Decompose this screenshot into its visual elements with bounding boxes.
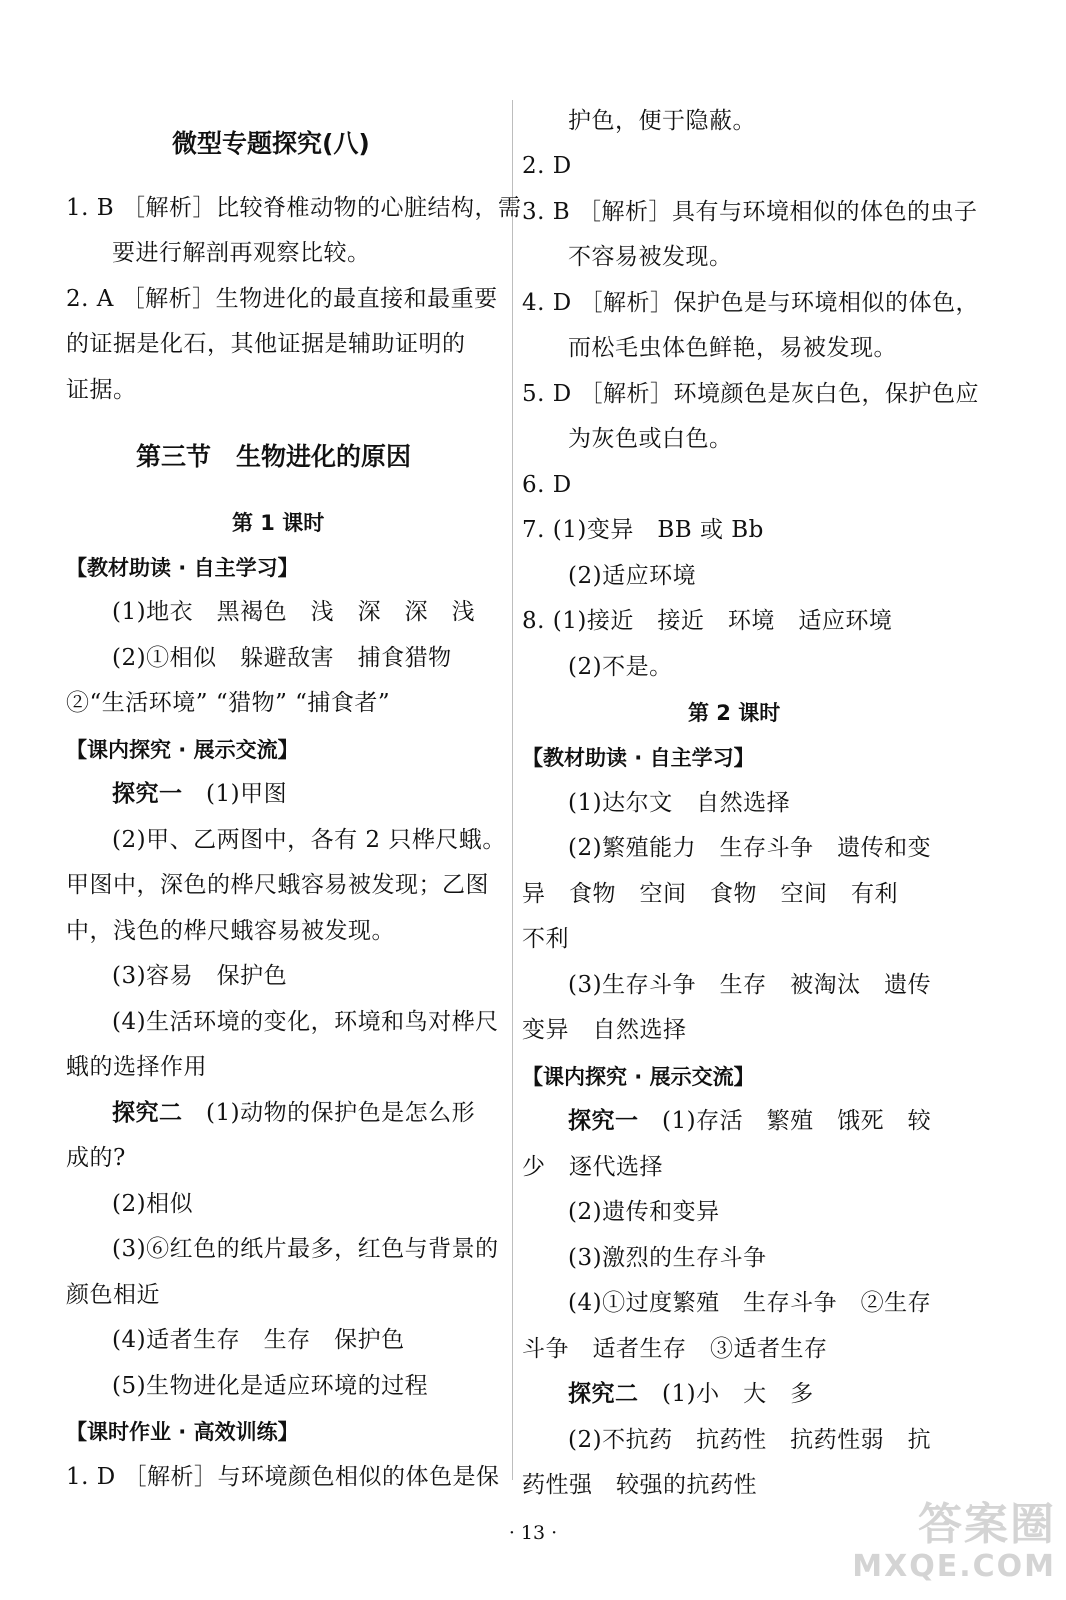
answer-line: 2. A ［解析］生物进化的最直接和最重要 <box>66 286 498 312</box>
answer-line: 异 食物 空间 食物 空间 有利 <box>522 881 898 907</box>
answer-line: 中，浅色的桦尺蛾容易被发现。 <box>66 918 395 944</box>
answer-line: (1)地衣 黑褐色 浅 深 深 浅 <box>112 599 476 625</box>
block-title: 【课内探究 · 展示交流】 <box>522 1065 755 1089</box>
answer-line <box>66 779 287 809</box>
answer-line: (3)⑥红色的纸片最多，红色与背景的 <box>112 1236 499 1262</box>
answer-line: 2. D <box>522 153 572 179</box>
answer-line: (3)激烈的生存斗争 <box>568 1245 767 1271</box>
answer-line: 3. B ［解析］具有与环境相似的体色的虫子 <box>522 199 978 225</box>
answer-line: 的证据是化石，其他证据是辅助证明的 <box>66 331 466 357</box>
watermark-line: 答案圈 <box>918 1499 1056 1550</box>
answer-line: (2)不抗药 抗药性 抗药性弱 抗 <box>568 1427 932 1453</box>
answer-line: 不利 <box>522 926 569 952</box>
answer-line: (2)适应环境 <box>568 563 697 589</box>
answer-line: (2)①相似 躲避敌害 捕食猎物 <box>112 645 452 671</box>
answer-text: (1)甲图 <box>206 781 288 807</box>
answer-line: (2)甲、乙两图中，各有 2 只桦尺蛾。 <box>112 827 506 853</box>
answer-line: 5. D ［解析］环境颜色是灰白色，保护色应 <box>522 381 980 407</box>
answer-line <box>522 1106 931 1136</box>
block-title: 【教材助读 · 自主学习】 <box>522 746 755 770</box>
answer-line: 7. (1)变异 BB 或 Bb <box>522 517 764 543</box>
answer-line: ②“生活环境” “猎物” “捕食者” <box>66 690 391 716</box>
answer-line: (4)①过度繁殖 生存斗争 ②生存 <box>568 1290 932 1316</box>
answer-line: 证据。 <box>66 377 137 403</box>
block-title: 【课时作业 · 高效训练】 <box>66 1420 299 1444</box>
chapter-title: 第三节 生物进化的原因 <box>136 442 412 471</box>
answer-line: (5)生物进化是适应环境的过程 <box>112 1373 429 1399</box>
answer-line: 颜色相近 <box>66 1282 160 1308</box>
answer-line: (2)相似 <box>112 1191 194 1217</box>
explore-label: 探究二 <box>568 1381 639 1407</box>
answer-line <box>522 1379 814 1409</box>
answer-line: 要进行解剖再观察比较。 <box>112 240 371 266</box>
explore-label: 探究二 <box>112 1100 183 1126</box>
answer-line: 变异 自然选择 <box>522 1017 687 1043</box>
answer-line: 而松毛虫体色鲜艳，易被发现。 <box>568 335 897 361</box>
answer-line: 1. B ［解析］比较脊椎动物的心脏结构，需 <box>66 195 522 221</box>
answer-line: 护色，便于隐蔽。 <box>568 108 756 134</box>
answer-line: (4)生活环境的变化，环境和鸟对桦尺 <box>112 1009 499 1035</box>
explore-label: 探究一 <box>568 1108 639 1134</box>
column-divider <box>512 100 513 1480</box>
explore-label: 探究一 <box>112 781 183 807</box>
answer-line: (2)遗传和变异 <box>568 1199 720 1225</box>
answer-line: (3)容易 保护色 <box>112 963 288 989</box>
answer-line: 为灰色或白色。 <box>568 426 733 452</box>
answer-line: 成的? <box>66 1145 126 1171</box>
answer-line: 6. D <box>522 472 572 498</box>
watermark-line: MXQE.COM <box>852 1549 1056 1584</box>
page-number: · 13 · <box>508 1522 558 1544</box>
answer-text: (1)动物的保护色是怎么形 <box>206 1100 476 1126</box>
watermark <box>852 1500 1056 1584</box>
answer-line: (2)繁殖能力 生存斗争 遗传和变 <box>568 835 932 861</box>
answer-line: 8. (1)接近 接近 环境 适应环境 <box>522 608 893 634</box>
answer-text: (1)存活 繁殖 饿死 较 <box>662 1108 932 1134</box>
answer-line: 药性强 较强的抗药性 <box>522 1472 757 1498</box>
answer-line: (1)达尔文 自然选择 <box>568 790 791 816</box>
answer-line: (2)不是。 <box>568 654 673 680</box>
answer-line <box>66 1098 475 1128</box>
lesson-title: 第 2 课时 <box>688 701 781 725</box>
answer-text: (1)小 大 多 <box>662 1381 814 1407</box>
answer-line: 甲图中，深色的桦尺蛾容易被发现；乙图 <box>66 872 489 898</box>
answer-line: 不容易被发现。 <box>568 244 733 270</box>
answer-line: (3)生存斗争 生存 被淘汰 遗传 <box>568 972 932 998</box>
block-title: 【教材助读 · 自主学习】 <box>66 556 299 580</box>
lesson-title: 第 1 课时 <box>232 511 325 535</box>
answer-line: 4. D ［解析］保护色是与环境相似的体色， <box>522 290 980 316</box>
answer-line: 1. D ［解析］与环境颜色相似的体色是保 <box>66 1464 500 1490</box>
block-title: 【课内探究 · 展示交流】 <box>66 738 299 762</box>
answer-line: 少 逐代选择 <box>522 1154 663 1180</box>
section-title: 微型专题探究(八) <box>172 129 370 158</box>
answer-line: (4)适者生存 生存 保护色 <box>112 1327 405 1353</box>
answer-line: 斗争 适者生存 ③适者生存 <box>522 1336 828 1362</box>
answer-line: 蛾的选择作用 <box>66 1054 207 1080</box>
